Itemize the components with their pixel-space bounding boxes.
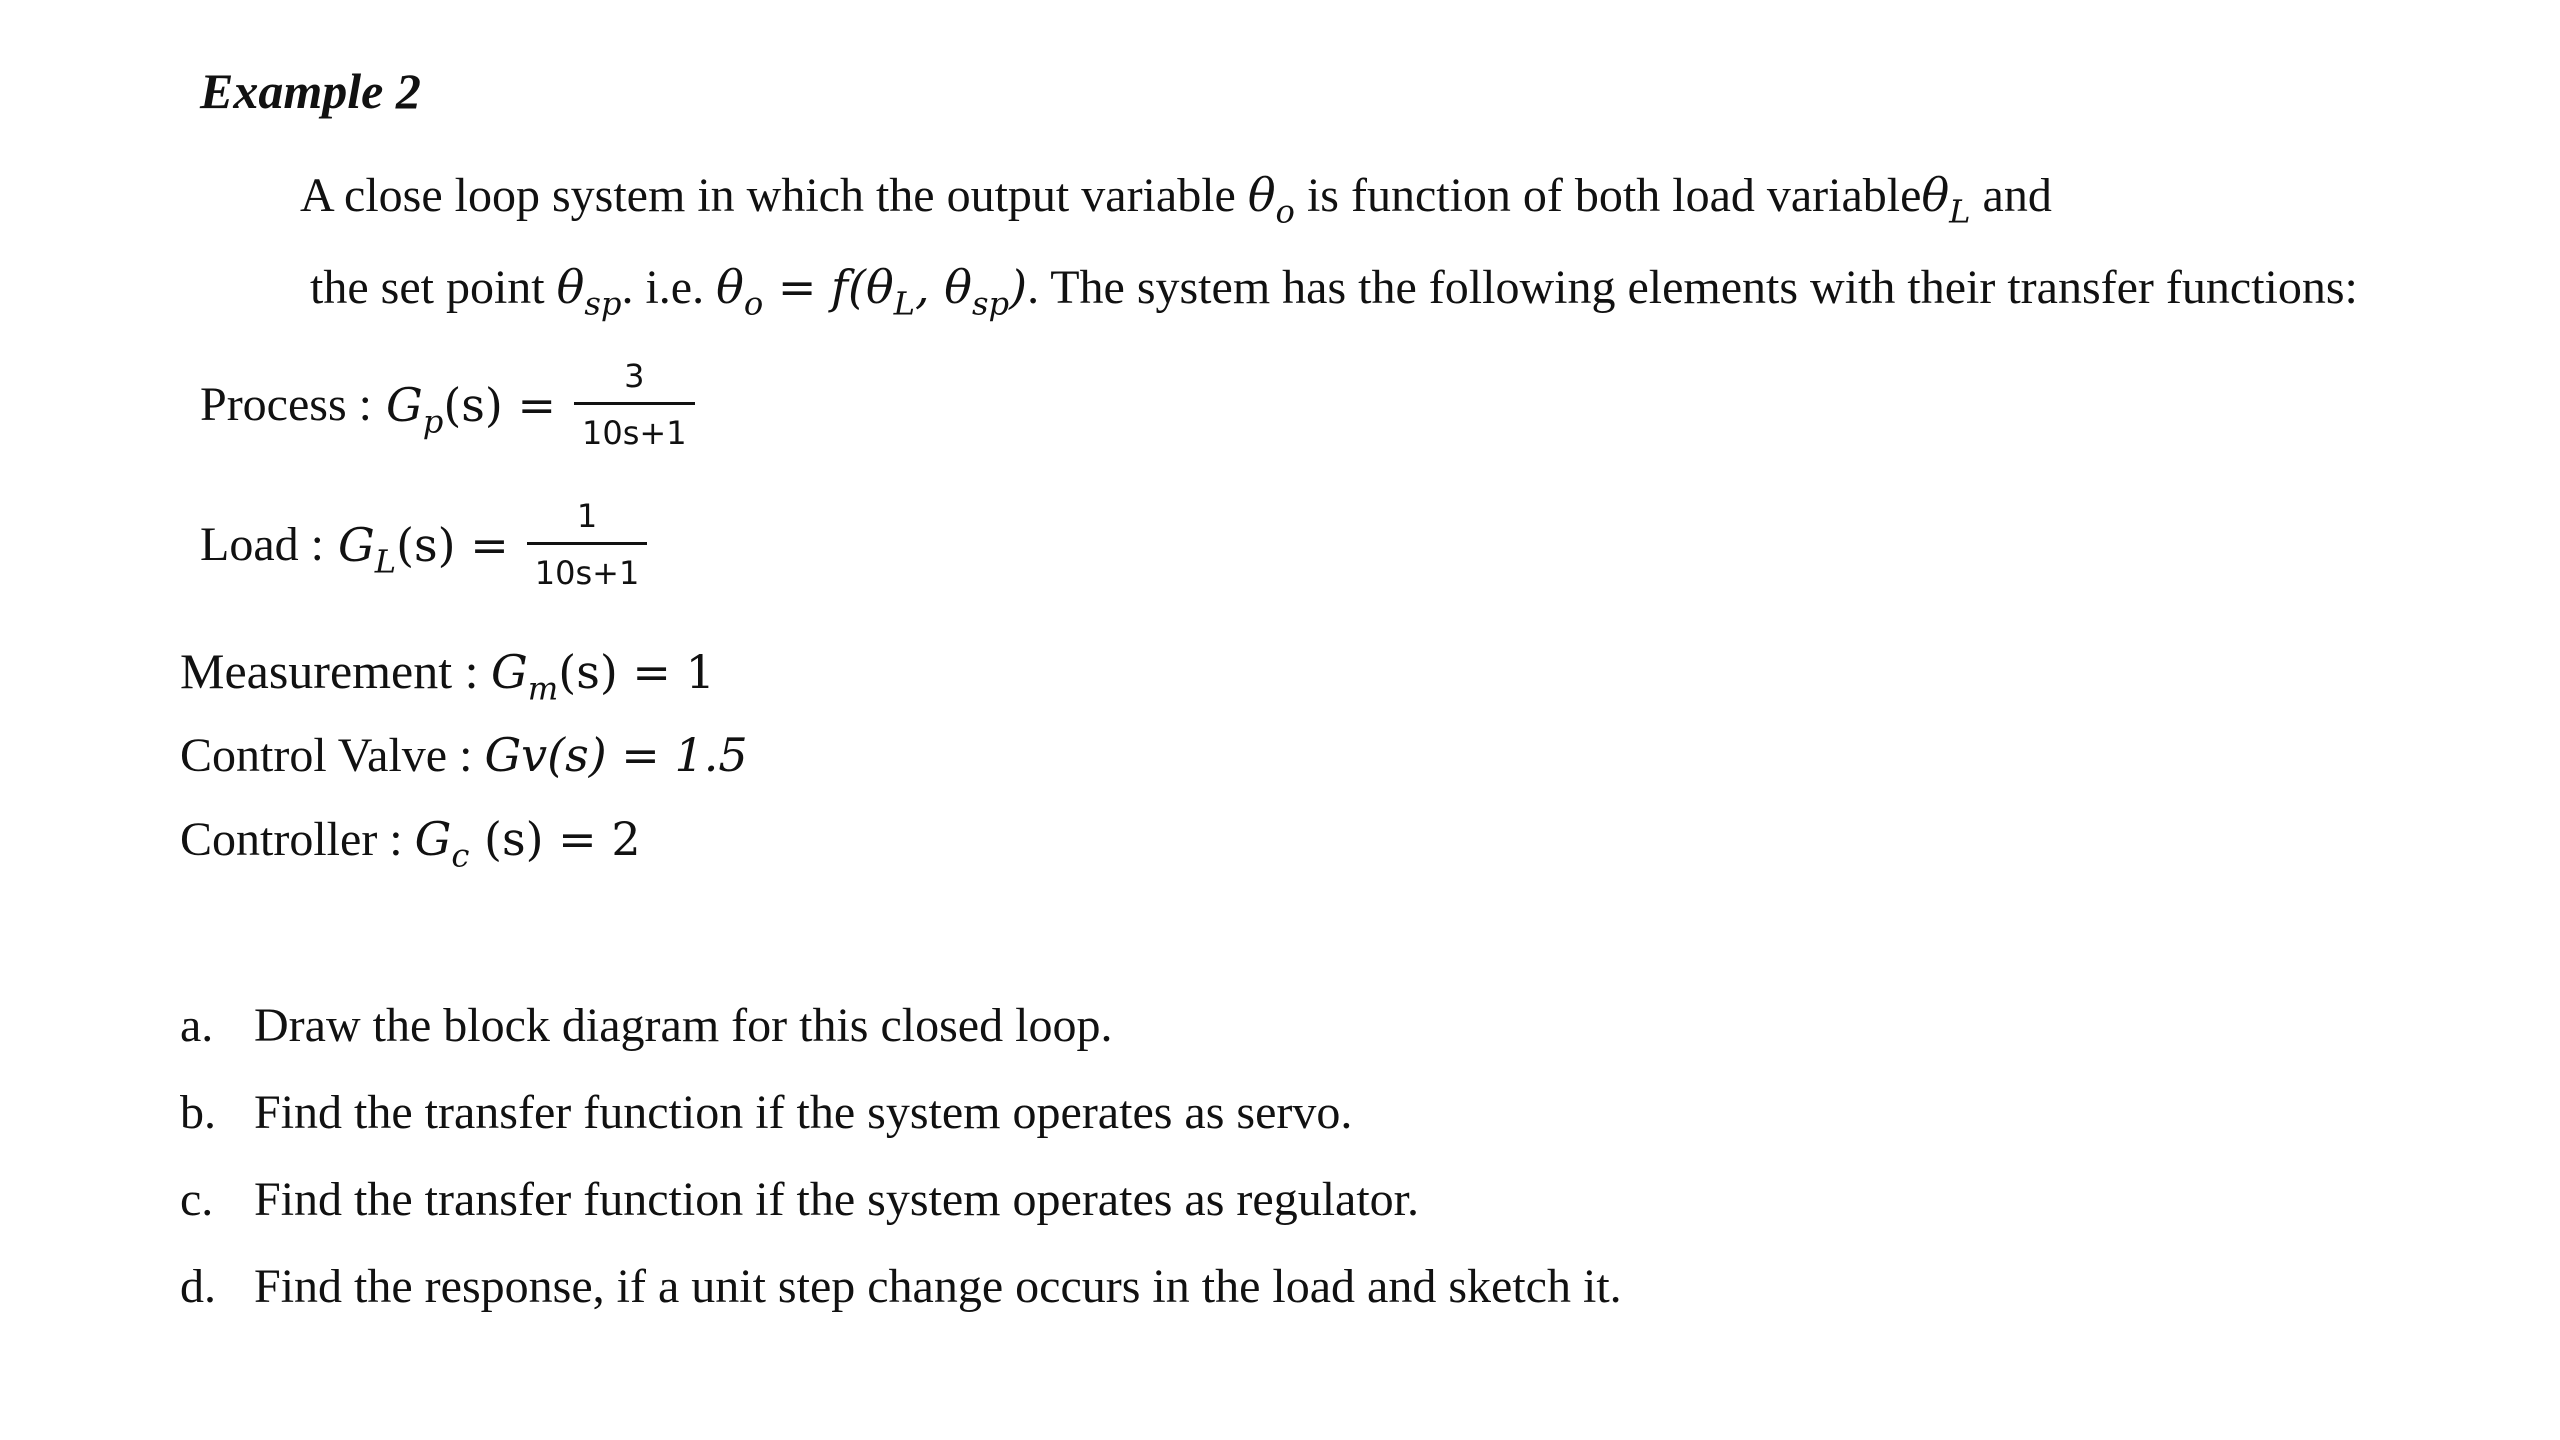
intro-text: . i.e. [621, 261, 717, 314]
question-letter: a. [180, 999, 214, 1052]
controller-label: Controller : [180, 813, 415, 866]
process-label: Process : [200, 378, 372, 431]
question-letter: b. [180, 1086, 216, 1139]
question-text: Find the response, if a unit step change occurs in the load and sketch it. [254, 1260, 1622, 1313]
intro-line-2 [310, 260, 2358, 323]
process-transfer-function [200, 357, 695, 452]
load-gl: $G_L(s)$ = [337, 517, 509, 580]
theta-l-symbol: $\theta_L$ [1921, 168, 1971, 231]
intro-text: is function of both load variable [1294, 169, 1922, 222]
intro-text: A close loop system in which the output variable [300, 169, 1248, 222]
measurement-label: Measurement : [180, 643, 492, 699]
process-denominator: 10s+1 [574, 402, 695, 449]
valve-gv: Gv(s) = 1.5 [484, 728, 748, 782]
list-item [180, 998, 1622, 1085]
controller-gc: $G_c$ (s) = 2 [414, 812, 641, 875]
question-letter: d. [180, 1260, 216, 1313]
theta-o-symbol: $\theta_o$ [1247, 168, 1295, 231]
intro-text: . The system has the following elements with their transfer functions: [1027, 261, 2358, 314]
question-text: Find the transfer function if the system operates as regulator. [254, 1173, 1420, 1226]
load-numerator: 1 [576, 497, 598, 535]
intro-text: and [1970, 169, 2052, 222]
list-item [180, 1259, 1622, 1346]
valve-label: Control Valve : [180, 729, 485, 782]
example-title: Example 2 [200, 63, 421, 119]
load-label: Load : [200, 518, 324, 571]
output-relation: $\theta_o = f(\theta_L$, $\theta_{sp}$) [716, 260, 1028, 323]
process-gp: $G_p(s)$ = [385, 377, 557, 440]
process-numerator: 3 [624, 357, 645, 395]
measurement-gm: $G_m(s) = 1$ [491, 645, 715, 708]
list-item [180, 1085, 1622, 1172]
theta-sp-symbol: $\theta_{sp}$ [556, 260, 622, 323]
load-denominator: 10s+1 [527, 542, 648, 589]
question-letter: c. [180, 1173, 214, 1226]
list-item [180, 1172, 1622, 1259]
question-text: Draw the block diagram for this closed loop. [254, 999, 1113, 1052]
intro-line-1 [300, 168, 2052, 231]
process-fraction [574, 357, 695, 452]
question-text: Find the transfer function if the system operates as servo. [254, 1086, 1353, 1139]
load-fraction [527, 497, 648, 592]
load-transfer-function [200, 497, 647, 592]
measurement-transfer-function [180, 642, 715, 708]
valve-transfer-function [180, 728, 748, 783]
intro-text: the set point [310, 261, 557, 314]
controller-transfer-function [180, 812, 641, 875]
question-list [180, 998, 1622, 1346]
